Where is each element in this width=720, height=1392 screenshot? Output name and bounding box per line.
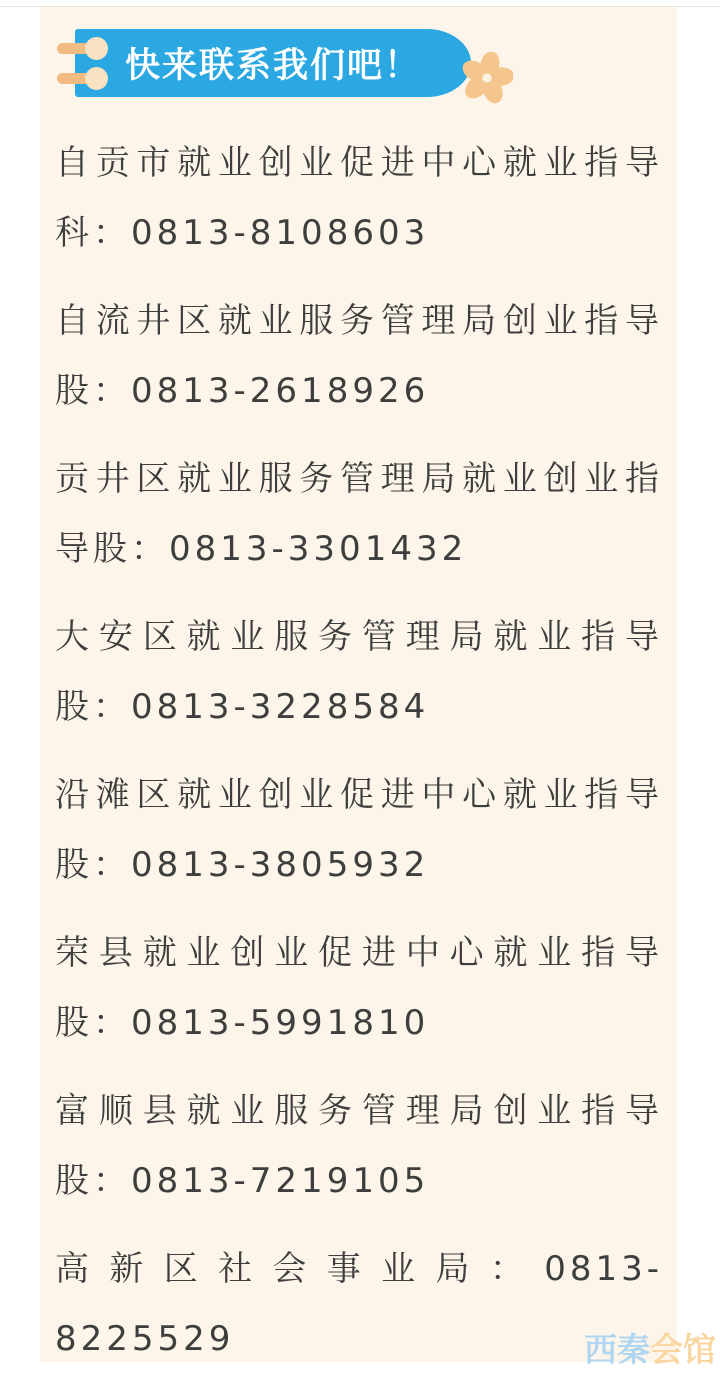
contact-phone-line: 股：0813-5991810 [55,1003,430,1043]
contact-dept-line: 富顺县就业服务管理局创业指导 [55,1091,663,1131]
watermark-part1: 西秦 [584,1330,650,1369]
watermark-logo [584,1324,716,1371]
banner-title: 快来联系我们吧！ [124,46,421,86]
contact-phone-line: 股：0813-2618926 [55,371,430,411]
contact-phone-line: 股：0813-3805932 [55,845,430,885]
contact-entry [55,1234,663,1374]
watermark-part2: 会馆 [650,1330,716,1369]
contact-phone-line: 股：0813-7219105 [55,1161,430,1201]
contact-dept-line: 大安区就业服务管理局就业指导 [55,617,663,657]
contact-dept-line: 自贡市就业创业促进中心就业指导 [55,143,663,183]
contact-phone-line: 股：0813-3228584 [55,687,430,727]
content-panel [40,7,677,1362]
contact-entry [55,1076,663,1216]
section-header-banner [75,29,471,97]
contact-entry [55,444,663,584]
contact-entry [55,918,663,1058]
contact-dept-line: 自流井区就业服务管理局创业指导 [55,301,663,341]
contact-entry [55,760,663,900]
contact-entry [55,602,663,742]
pin-knob-top-icon [85,37,108,60]
pin-knob-bottom-icon [85,67,108,90]
contact-phone-line: 8225529 [55,1319,235,1359]
contact-dept-line: 沿滩区就业创业促进中心就业指导 [55,775,663,815]
contact-entry [55,286,663,426]
contact-phone-line: 科：0813-8108603 [55,213,430,253]
flower-icon [461,52,513,104]
contact-entry [55,128,663,268]
contact-dept-line: 高新区社会事业局：0813- [55,1249,663,1289]
contact-phone-line: 导股：0813-3301432 [55,529,468,569]
contact-list [55,128,663,1392]
contact-dept-line: 荣县就业创业促进中心就业指导 [55,933,663,973]
contact-dept-line: 贡井区就业服务管理局就业创业指 [55,459,663,499]
